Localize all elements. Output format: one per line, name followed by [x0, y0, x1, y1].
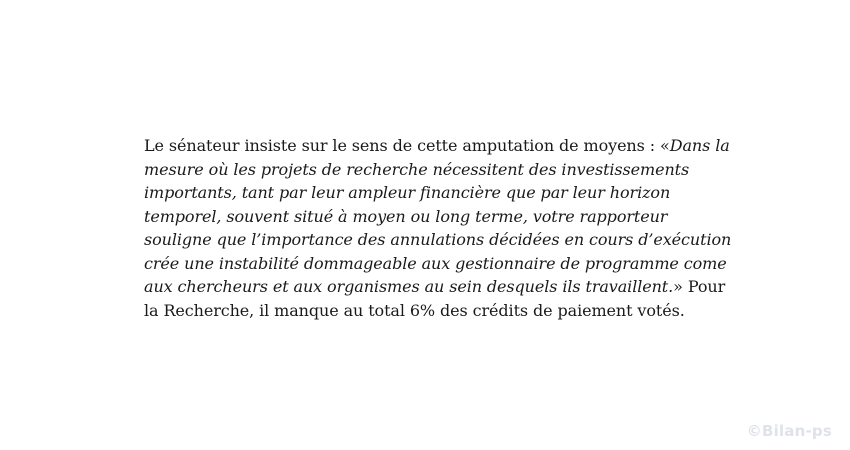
article-paragraph — [144, 134, 732, 322]
paragraph-line-7 — [144, 275, 726, 299]
quote-line-3: importants, tant par leur ampleur financière que par leur horizon — [144, 183, 671, 202]
paragraph-line-1 — [144, 134, 730, 158]
quote-line-7: aux chercheurs et aux organismes au sein desquels ils travaillent. — [144, 277, 674, 296]
paragraph-intro: Le sénateur insiste sur le sens de cette amputation de moyens : « — [144, 136, 670, 155]
paragraph-outro: la Recherche, il manque au total 6% des crédits de paiement votés. — [144, 300, 685, 320]
quote-line-5: souligne que l’importance des annulations décidées en cours d’exécution — [144, 230, 732, 249]
quote-line-4: temporel, souvent situé à moyen ou long terme, votre rapporteur — [144, 206, 668, 226]
watermark: ©Bilan-ps — [746, 422, 832, 440]
quote-close: » Pour — [673, 277, 726, 296]
quote-line-2: mesure où les projets de recherche nécessitent des investissements — [144, 159, 690, 179]
quote-line-1: Dans la — [669, 136, 730, 155]
quote-line-6: crée une instabilité dommageable aux gestionnaire de programme come — [144, 253, 727, 273]
